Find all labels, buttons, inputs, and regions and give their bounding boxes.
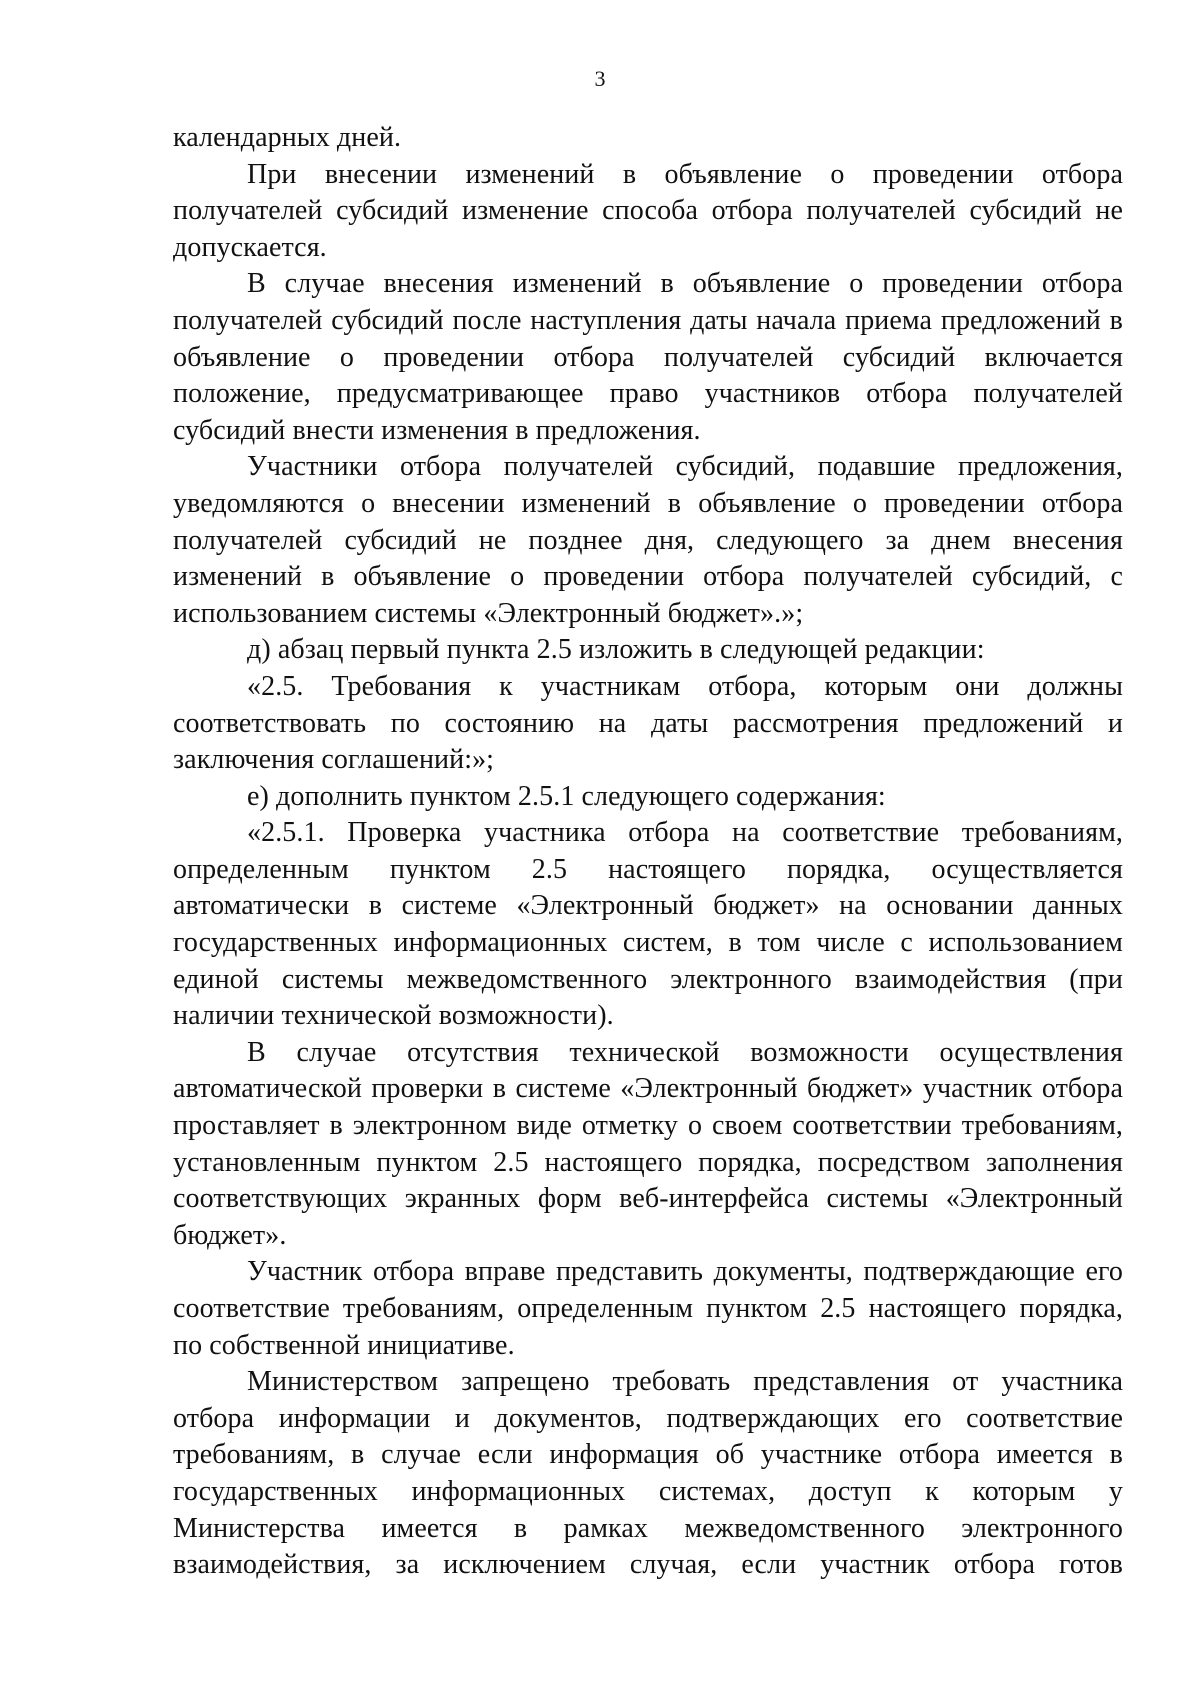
paragraph-item-e: е) дополнить пунктом 2.5.1 следующего содержания: bbox=[247, 780, 886, 812]
paragraph-item-d: д) абзац первый пункта 2.5 изложить в следующей редакции: bbox=[247, 634, 985, 666]
paragraph: При внесении изменений в объявление о проведении отбора получателей субсидий изменение способа отбора получателей субсидий не допускается. bbox=[173, 158, 1123, 263]
paragraph-quote-2-5: «2.5. Требования к участникам отбора, которым они должны соответствовать по состоянию на даты рассмотрения предложений и заключения соглашений:»; bbox=[173, 670, 1123, 776]
page-number: 3 bbox=[594, 66, 606, 91]
document-body bbox=[173, 120, 1123, 1584]
paragraph-continues-next-page: Министерством запрещено требовать представления от участника отбора информации и документов, подтверждающих его соответствие требованиям, в случае если информация об участнике отбора имеется в государственных информационных системах, доступ к которым у Министерства имеется в рамках межведомственного электронного взаимодействия, за исключением случая, если участник отбора готов bbox=[173, 1366, 1123, 1581]
paragraph: Участник отбора вправе представить документы, подтверждающие его соответствие требованиям, определенным пунктом 2.5 настоящего порядка, по собственной инициативе. bbox=[173, 1256, 1123, 1361]
paragraph: Участники отбора получателей субсидий, подавшие предложения, уведомляются о внесении изменений в объявление о проведении отбора получателей субсидий не позднее дня, следующего за днем внесения изменений в объявление о проведении отбора получателей субсидий, с использованием системы «Электронный бюджет».»; bbox=[173, 451, 1123, 629]
paragraph: В случае отсутствия технической возможности осуществления автоматической проверки в системе «Электронный бюджет» участник отбора проставляет в электронном виде отметку о своем соответствии требованиям, установленным пунктом 2.5 настоящего порядка, посредством заполнения соответствующих экранных форм веб-интерфейса системы «Электронный бюджет». bbox=[173, 1036, 1123, 1251]
paragraph-quote-2-5-1: «2.5.1. Проверка участника отбора на соответствие требованиям, определенным пунктом 2.5 настоящего порядка, осуществляется автоматически в системе «Электронный бюджет» на основании данных государственных информационных систем, в том числе с использованием единой системы межведомственного электронного взаимодействия (при наличии технической возможности). bbox=[173, 817, 1123, 1032]
paragraph: В случае внесения изменений в объявление о проведении отбора получателей субсидий после наступления даты начала приема предложений в объявление о проведении отбора получателей субсидий включается положение, предусматривающее право участников отбора получателей субсидий внести изменения в предложения. bbox=[173, 268, 1123, 446]
paragraph-continuation: календарных дней. bbox=[173, 122, 402, 153]
